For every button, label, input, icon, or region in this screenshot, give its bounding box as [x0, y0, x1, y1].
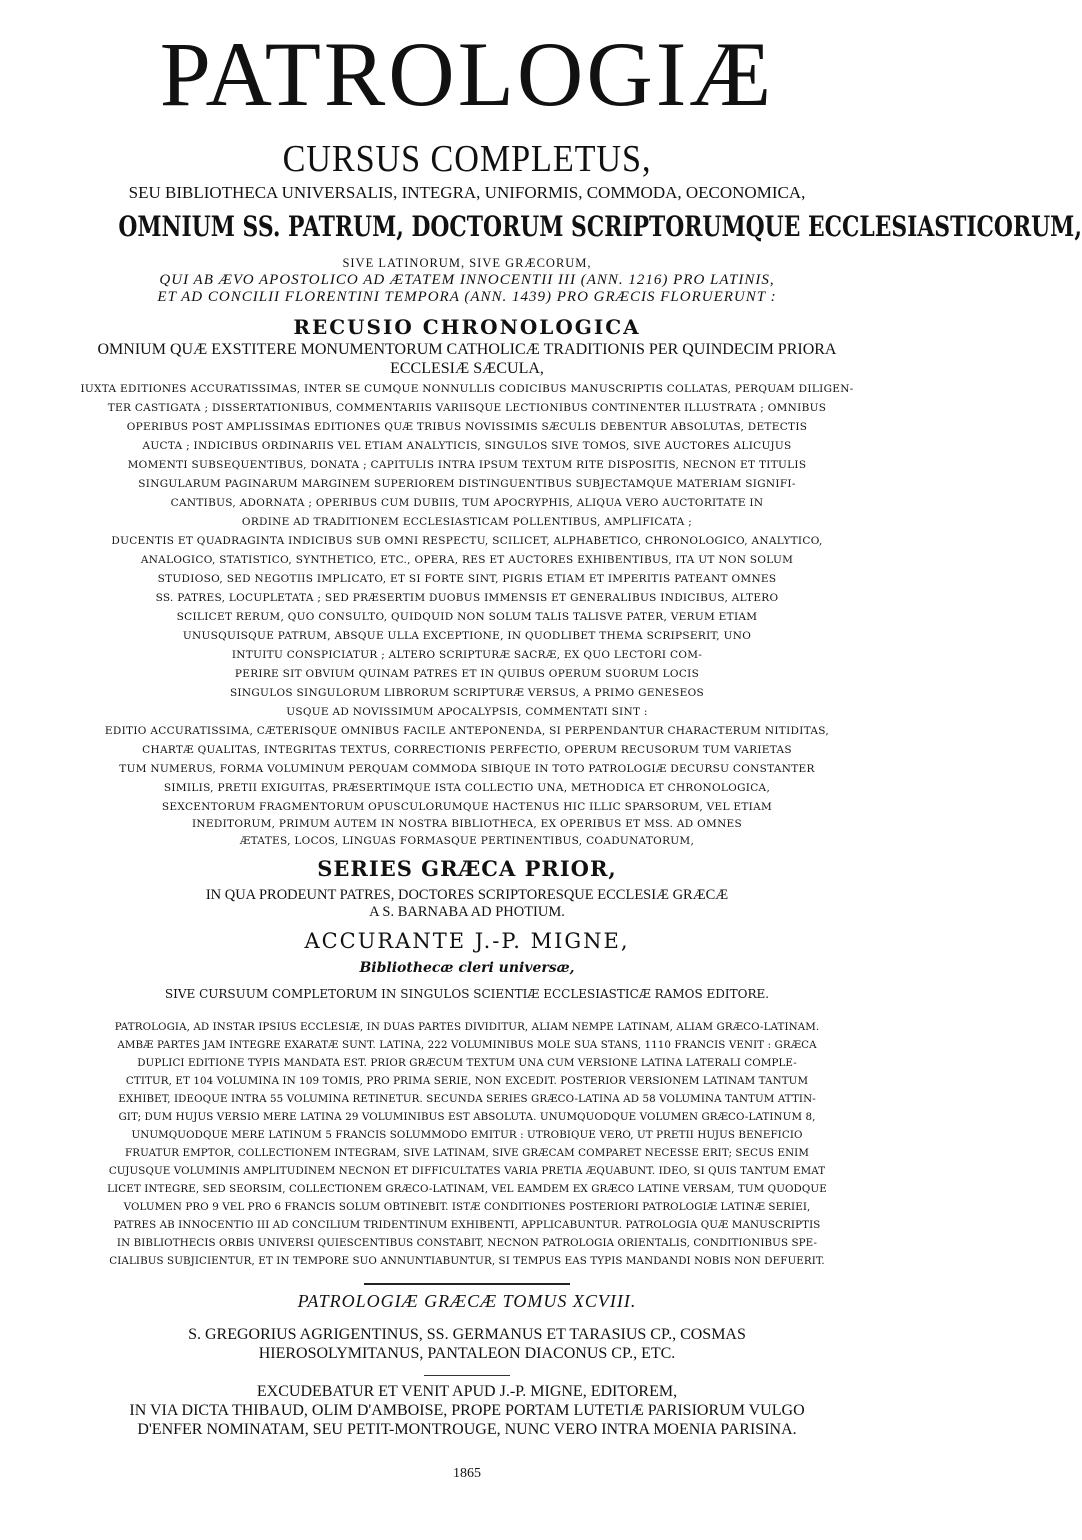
body-line: SEXCENTORUM FRAGMENTORUM OPUSCULORUMQUE HACTENUS HIC ILLIC SPARSORUM, VEL ETIAM — [161, 801, 773, 813]
paragraph-line: IN BIBLIOTHECIS ORBIS UNIVERSI QUIESCENTIBUS CONSTABIT, NECNON PATROLOGIA ORIENTALIS, CONDITIONIBUS SPE- — [116, 1237, 818, 1249]
body-line: TER CASTIGATA ; DISSERTATIONIBUS, COMMENTARIIS VARIISQUE LECTIONIBUS CONTINENTER ILLUSTRATA ; OMNIBUS — [107, 402, 827, 414]
paragraph-line: VOLUMEN PRO 9 VEL PRO 6 FRANCIS SOLUM OBTINEBIT. ISTÆ CONDITIONES POSTERIORI PATROLOGIÆ LATINÆ SERIEI, — [123, 1201, 811, 1213]
body-line: SINGULARUM PAGINARUM MARGINEM SUPERIOREM DISTINGUENTIBUS SUBJECTAMQUE MATERIAM SIGNIFI- — [138, 478, 796, 490]
in-qua-line: A S. BARNABA AD PHOTIUM. — [369, 904, 565, 920]
excudebatur-line: D'ENFER NOMINATAM, SEU PETIT-MONTROUGE, NUNC VERO INTRA MOENIA PARISINA. — [137, 1421, 797, 1438]
subtitle: CURSUS COMPLETUS, — [282, 138, 652, 180]
line-omnium-patrum: OMNIUM SS. PATRUM, DOCTORUM SCRIPTORUMQUE ECCLESIASTICORUM, — [118, 210, 1082, 243]
paragraph-line: AMBÆ PARTES JAM INTEGRE EXARATÆ SUNT. LATINA, 222 VOLUMINIBUS MOLE SUA STANS, 1110 FRANCIS VENIT : GRÆCA — [117, 1039, 817, 1051]
body-line: ORDINE AD TRADITIONEM ECCLESIASTICAM POLLENTIBUS, AMPLIFICATA ; — [241, 516, 693, 528]
body-line: ÆTATES, LOCOS, LINGUAS FORMASQUE PERTINENTIBUS, COADUNATORUM, — [239, 835, 695, 847]
publication-year: 1865 — [453, 1466, 481, 1481]
body-line: STUDIOSO, SED NEGOTIIS IMPLICATO, ET SI FORTE SINT, PIGRIS ETIAM ET IMPERITIS PATEANT OMNES — [157, 573, 777, 585]
body-line: EDITIO ACCURATISSIMA, CÆTERISQUE OMNIBUS FACILE ANTEPONENDA, SI PERPENDANTUR CHARACTERUM NITIDITAS, — [104, 725, 830, 737]
gregorius-line: HIEROSOLYMITANUS, PANTALEON DIACONUS CP., ETC. — [258, 1345, 676, 1362]
body-line: AUCTA ; INDICIBUS ORDINARIIS VEL ETIAM ANALYTICIS, SINGULOS SIVE TOMOS, SIVE AUCTORES ALICUJUS — [142, 440, 792, 452]
gregorius-line: S. GREGORIUS AGRIGENTINUS, SS. GERMANUS ET TARASIUS CP., COSMAS — [188, 1326, 746, 1343]
bibliothecae-line: Bibliothecæ cleri universæ, — [359, 960, 575, 976]
body-line: DUCENTIS ET QUADRAGINTA INDICIBUS SUB OMNI RESPECTU, SCILICET, ALPHABETICO, CHRONOLOGICO, ANALYTICO, — [111, 535, 823, 547]
sive-cursuum-line: SIVE CURSUUM COMPLETORUM IN SINGULOS SCIENTIÆ ECCLESIASTICÆ RAMOS EDITORE. — [164, 987, 770, 1001]
paragraph-line: LICET INTEGRE, SED SEORSIM, COLLECTIONEM GRÆCO-LATINAM, VEL EAMDEM EX GRÆCO LATINE VERSAM, TUM QUODQUE — [107, 1183, 827, 1195]
italic-line: ET AD CONCILII FLORENTINI TEMPORA (ANN. 1439) PRO GRÆCIS FLORUERUNT : — [157, 289, 777, 305]
body-line: SINGULOS SINGULORUM LIBRORUM SCRIPTURÆ VERSUS, A PRIMO GENESEOS — [229, 687, 705, 699]
body-line: SIMILIS, PRETII EXIGUITAS, PRÆSERTIMQUE ISTA COLLECTIO UNA, METHODICA ET CHRONOLOGICA, — [163, 782, 771, 794]
paragraph-line: CUJUSQUE VOLUMINIS AMPLITUDINEM NECNON ET DIFFICULTATES VARIA PRETIA ÆQUABUNT. IDEO, SI QUIS TANTUM EMAT — [108, 1165, 826, 1177]
body-line: INEDITORUM, PRIMUM AUTEM IN NOSTRA BIBLIOTHECA, EX OPERIBUS ET MSS. AD OMNES — [191, 818, 743, 830]
body-line: MOMENTI SUBSEQUENTIBUS, DONATA ; CAPITULIS INTRA IPSUM TEXTUM RITE DISPOSITIS, NECNON ET TITULIS — [127, 459, 807, 471]
paragraph-line: DUPLICI EDITIONE TYPIS MANDATA EST. PRIOR GRÆCUM TEXTUM UNA CUM VERSIONE LATINA LATERALI COMPLE- — [137, 1057, 797, 1069]
body-line: TUM NUMERUS, FORMA VOLUMINUM PERQUAM COMMODA SIBIQUE IN TOTO PATROLOGIÆ DECURSU CONSTANTER — [119, 763, 815, 775]
body-line: INTUITU CONSPICIATUR ; ALTERO SCRIPTURÆ SACRÆ, EX QUO LECTORI COM- — [231, 649, 703, 661]
line-sive-latinorum: SIVE LATINORUM, SIVE GRÆCORUM, — [342, 256, 592, 270]
series-heading: SERIES GRÆCA PRIOR, — [317, 856, 617, 881]
omnium-quae-line: ECCLESIÆ SÆCULA, — [390, 360, 544, 377]
italic-line: QUI AB ÆVO APOSTOLICO AD ÆTATEM INNOCENTII III (ANN. 1216) PRO LATINIS, — [159, 272, 775, 288]
paragraph-line: UNUMQUODQUE MERE LATINUM 5 FRANCIS SOLUMMODO EMITUR : UTROBIQUE VERO, UT PRETII HUJUS BENEFICIO — [131, 1129, 803, 1141]
paragraph-line: CTITUR, ET 104 VOLUMINA IN 109 TOMIS, PRO PRIMA SERIE, NON EXCEDIT. POSTERIOR VERSIONEM LATINAM TANTUM — [125, 1075, 809, 1087]
divider-rule-short — [424, 1375, 510, 1376]
paragraph-line: PATROLOGIA, AD INSTAR IPSIUS ECCLESIÆ, IN DUAS PARTES DIVIDITUR, ALIAM NEMPE LATINAM, ALIAM GRÆCO-LATINAM. — [114, 1021, 820, 1033]
body-line: USQUE AD NOVISSIMUM APOCALYPSIS, COMMENTATI SINT : — [286, 706, 648, 718]
line-seu-bibliotheca: SEU BIBLIOTHECA UNIVERSALIS, INTEGRA, UNIFORMIS, COMMODA, OECONOMICA, — [128, 183, 806, 202]
body-line: CHARTÆ QUALITAS, INTEGRITAS TEXTUS, CORRECTIONIS PERFECTIO, OPERUM RECUSORUM TUM VARIETAS — [142, 744, 792, 756]
body-line: OPERIBUS POST AMPLISSIMAS EDITIONES QUÆ TRIBUS NOVISSIMIS SÆCULIS DEBENTUR ABSOLUTAS, DETECTIS — [126, 421, 808, 433]
excudebatur-line: EXCUDEBATUR ET VENIT APUD J.-P. MIGNE, EDITOREM, — [256, 1383, 678, 1400]
paragraph-line: PATRES AB INNOCENTIO III AD CONCILIUM TRIDENTINUM EXHIBENTI, APPLICABUNTUR. PATROLOGIA QUÆ MANUSCRIPTIS — [113, 1219, 821, 1231]
body-line: SCILICET RERUM, QUO CONSULTO, QUIDQUID NON SOLUM TALIS TALISVE PATER, VERUM ETIAM — [176, 611, 758, 623]
tomus-line: PATROLOGIÆ GRÆCÆ TOMUS XCVIII. — [297, 1291, 637, 1311]
main-title: PATROLOGIÆ — [159, 23, 775, 125]
body-line: IUXTA EDITIONES ACCURATISSIMAS, INTER SE CUMQUE NONNULLIS CODICIBUS MANUSCRIPTIS COLLATAS, PERQUAM DILIGEN- — [80, 383, 854, 395]
paragraph-line: FRUATUR EMPTOR, COLLECTIONEM INTEGRAM, SIVE LATINAM, SIVE GRÆCAM COMPARET NECESSE ERIT; SECUS ENIM — [125, 1147, 809, 1159]
body-line: SS. PATRES, LOCUPLETATA ; SED PRÆSERTIM DUOBUS IMMENSIS ET GENERALIBUS INDICIBUS, ALTERO — [155, 592, 779, 604]
body-line: CANTIBUS, ADORNATA ; OPERIBUS CUM DUBIIS, TUM APOCRYPHIS, ALIQUA VERO AUCTORITATE IN — [170, 497, 764, 509]
paragraph-line: EXHIBET, IDEOQUE INTRA 55 VOLUMINA RETINETUR. SECUNDA SERIES GRÆCO-LATINA AD 58 VOLUMINA TANTUM ATTIN- — [118, 1093, 816, 1105]
body-line: UNUSQUISQUE PATRUM, ABSQUE ULLA EXCEPTIONE, IN QUODLIBET THEMA SCRIPSERIT, UNO — [182, 630, 752, 642]
paragraph-line: CIALIBUS SUBJICIENTUR, ET IN TEMPORE SUO ANNUNTIABUNTUR, SI TEMPUS EAS TYPIS MANDANDI NOBIS NON DEFUERIT. — [109, 1255, 825, 1267]
excudebatur-line: IN VIA DICTA THIBAUD, OLIM D'AMBOISE, PROPE PORTAM LUTETIÆ PARISIORUM VULGO — [129, 1402, 805, 1419]
body-line: PERIRE SIT OBVIUM QUINAM PATRES ET IN QUIBUS OPERUM SUORUM LOCIS — [234, 668, 700, 680]
divider-rule — [364, 1283, 570, 1285]
body-line: ANALOGICO, STATISTICO, SYNTHETICO, ETC., OPERA, RES ET AUCTORES EXHIBENTIBUS, ITA UT NON SOLUM — [140, 554, 794, 566]
paragraph-line: GIT; DUM HUJUS VERSIO MERE LATINA 29 VOLUMINIBUS EST ABSOLUTA. UNUMQUODQUE VOLUMEN GRÆCO-LATINUM 8, — [118, 1111, 816, 1123]
accurante-line: ACCURANTE J.-P. MIGNE, — [304, 929, 630, 953]
recusio-heading: RECUSIO CHRONOLOGICA — [293, 315, 641, 339]
omnium-quae-line: OMNIUM QUÆ EXSTITERE MONUMENTORUM CATHOLICÆ TRADITIONIS PER QUINDECIM PRIORA — [97, 341, 837, 358]
in-qua-line: IN QUA PRODEUNT PATRES, DOCTORES SCRIPTORESQUE ECCLESIÆ GRÆCÆ — [205, 887, 729, 903]
